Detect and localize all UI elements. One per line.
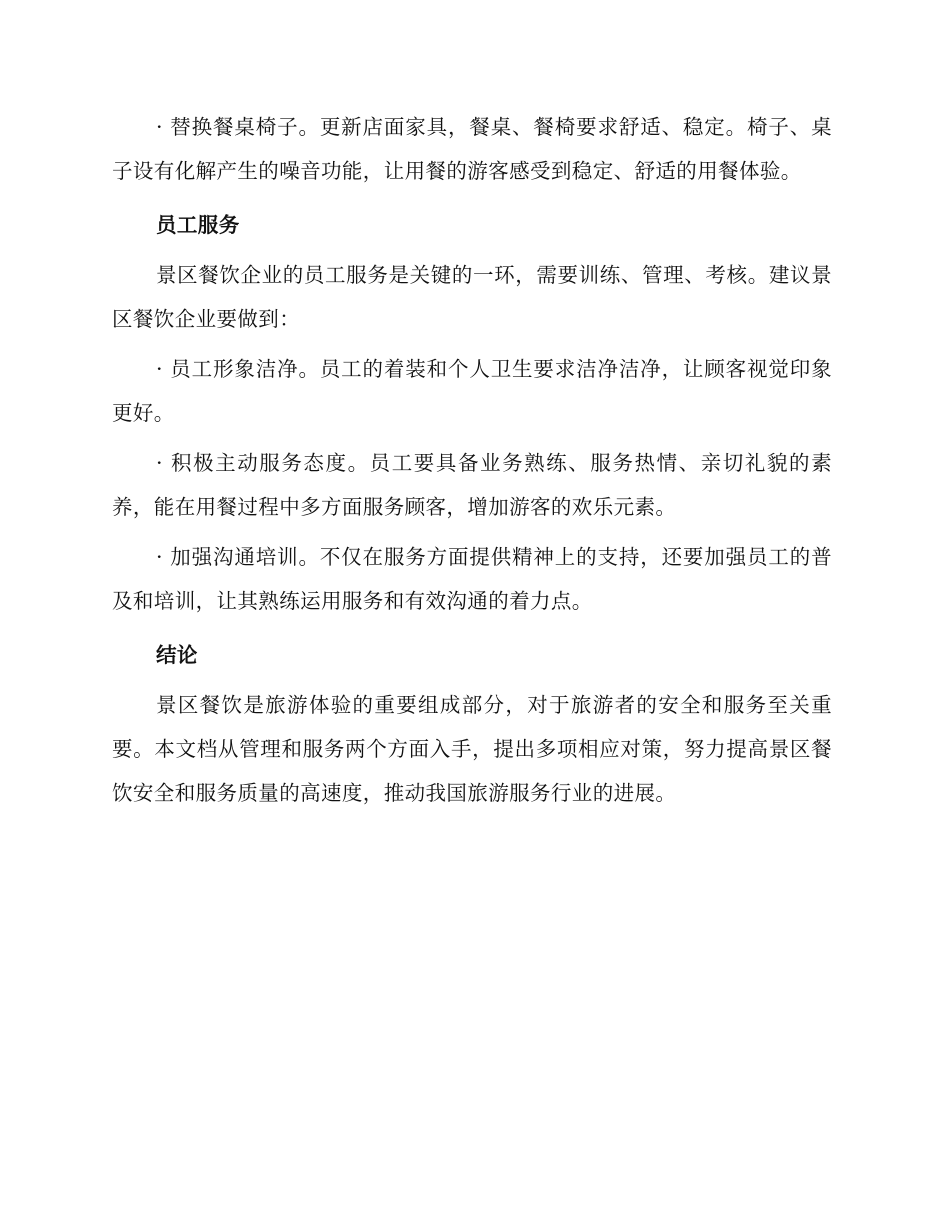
section-heading-conclusion: 结论 xyxy=(156,643,198,667)
section-heading-staff-service: 员工服务 xyxy=(156,213,240,237)
document-page xyxy=(112,105,832,815)
conclusion-paragraph: 景区餐饮是旅游体验的重要组成部分，对于旅游者的安全和服务至关重要。本文档从管理和服务两个方面入手，提出多项相应对策，努力提高景区餐饮安全和服务质量的高速度，推动我国旅游服务行业的进展。 xyxy=(112,693,832,805)
bullet-communication-training: · 加强沟通培训。不仅在服务方面提供精神上的支持，还要加强员工的普及和培训，让其熟练运用服务和有效沟通的着力点。 xyxy=(112,545,832,613)
staff-service-intro: 景区餐饮企业的员工服务是关键的一环，需要训练、管理、考核。建议景区餐饮企业要做到： xyxy=(112,263,832,331)
bullet-service-attitude: · 积极主动服务态度。员工要具备业务熟练、服务热情、亲切礼貌的素养，能在用餐过程中多方面服务顾客，增加游客的欢乐元素。 xyxy=(112,451,832,519)
bullet-replace-tables-chairs: · 替换餐桌椅子。更新店面家具，餐桌、餐椅要求舒适、稳定。椅子、桌子设有化解产生的噪音功能，让用餐的游客感受到稳定、舒适的用餐体验。 xyxy=(112,115,832,183)
bullet-staff-appearance: · 员工形象洁净。员工的着装和个人卫生要求洁净洁净，让顾客视觉印象更好。 xyxy=(112,357,832,425)
